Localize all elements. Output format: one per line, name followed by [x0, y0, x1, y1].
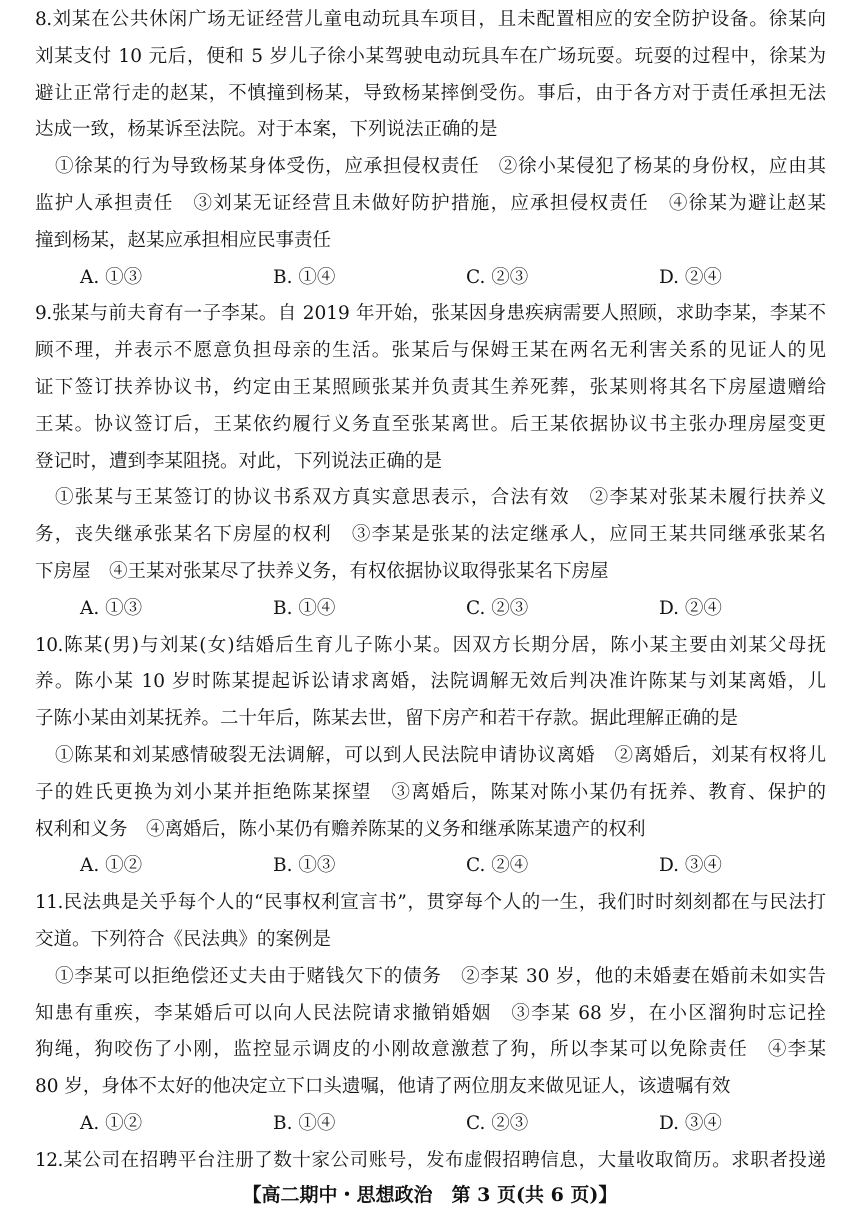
question-10: [35, 628, 826, 886]
statement-line: 监护人承担责任 ③刘某无证经营且未做好防护措施，应承担侵权责任 ④徐某为避让赵某: [35, 192, 826, 214]
question-stem-line: 刘某支付 10 元后，便和 5 岁儿子徐小某驾驶电动玩具车在广场玩耍。玩耍的过程中，徐某为: [35, 45, 826, 67]
question-stem-line: 王某。协议签订后，王某依约履行义务直至张某离世。后王某依据协议书主张办理房屋变更: [35, 413, 826, 435]
statement-line: 权利和义务 ④离婚后，陈小某仍有赡养陈某的义务和继承陈某遗产的权利: [35, 818, 646, 840]
question-stem-line: 登记时，遭到李某阻挠。对此，下列说法正确的是: [35, 450, 443, 472]
question-number: 11.: [35, 892, 63, 914]
question-stem-line: 子陈小某由刘某抚养。二十年后，陈某去世，留下房产和若干存款。据此理解正确的是: [35, 708, 739, 730]
stem-text: 张某与前夫育有一子李某。自 2019 年开始，张某因身患疾病需要人照顾，求助李某，李某不: [51, 303, 826, 325]
question-stem-line: 交道。下列符合《民法典》的案例是: [35, 928, 332, 950]
question-stem-line: [35, 628, 826, 665]
question-8: [35, 2, 826, 296]
stem-text: 刘某在公共休闲广场无证经营儿童电动玩具车项目，且未配置相应的安全防护设备。徐某向: [51, 9, 826, 30]
question-stem-line: 达成一致，杨某诉至法院。对于本案，下列说法正确的是: [35, 119, 498, 141]
answer-options: [35, 260, 826, 297]
question-11: [35, 885, 826, 1143]
question-stem-line: 养。陈小某 10 岁时陈某提起诉讼请求离婚，法院调解无效后判决准许陈某与刘某离婚，儿: [35, 671, 826, 693]
question-stem-line: 证下签订扶养协议书，约定由王某照顾张某并负责其生养死葬，张某则将其名下房屋遗赠给: [35, 376, 826, 398]
statement-line: ①李某可以拒绝偿还丈夫由于赌钱欠下的债务 ②李某 30 岁，他的未婚妻在婚前未如实告: [55, 965, 826, 987]
option-c: C. ②③: [466, 266, 529, 288]
option-a: A. ①③: [80, 266, 143, 288]
statement-line: ①陈某和刘某感情破裂无法调解，可以到人民法院申请协议离婚 ②离婚后，刘某有权将儿: [55, 744, 826, 766]
question-stem-line: [35, 2, 826, 39]
answer-options: [35, 1106, 826, 1143]
stem-text: 陈某(男)与刘某(女)结婚后生育儿子陈小某。因双方长期分居，陈小某主要由刘某父母抚: [62, 634, 826, 656]
statement-line: ①张某与王某签订的协议书系双方真实意思表示，合法有效 ②李某对张某未履行扶养义: [55, 487, 826, 509]
option-a: A. ①③: [80, 597, 143, 619]
question-12: [35, 1143, 826, 1180]
question-number: 10.: [35, 634, 63, 656]
option-a: A. ①②: [80, 1112, 143, 1134]
option-b: B. ①④: [273, 1112, 336, 1134]
option-b: B. ①④: [273, 266, 336, 288]
answer-options: [35, 848, 826, 885]
option-d: D. ②④: [659, 266, 722, 288]
statement-line: ①徐某的行为导致杨某身体受伤，应承担侵权责任 ②徐小某侵犯了杨某的身份权，应由其: [55, 156, 826, 178]
option-d: D. ②④: [659, 597, 722, 619]
question-stem-line: 顾不理，并表示不愿意负担母亲的生活。张某后与保姆王某在两名无利害关系的见证人的见: [35, 340, 826, 362]
question-stem-line: 避让正常行走的赵某，不慎撞到杨某，导致杨某摔倒受伤。事后，由于各方对于责任承担无法: [35, 82, 826, 104]
question-number: 12.: [35, 1149, 63, 1171]
page-footer: 【高二期中・思想政治 第 3 页(共 6 页)】: [242, 1184, 618, 1206]
option-d: D. ③④: [659, 1112, 722, 1134]
question-stem-line: [35, 885, 826, 922]
statement-line: 撞到杨某，赵某应承担相应民事责任: [35, 229, 332, 251]
question-number: 8.: [35, 9, 52, 30]
stem-text: 某公司在招聘平台注册了数十家公司账号，发布虚假招聘信息，大量收取简历。求职者投递: [62, 1149, 826, 1171]
question-stem-line: [35, 296, 826, 333]
option-d: D. ③④: [659, 855, 722, 877]
statement-line: 狗绳，狗咬伤了小刚，监控显示调皮的小刚故意激惹了狗，所以李某可以免除责任 ④李某: [35, 1039, 826, 1061]
stem-text: 民法典是关乎每个人的“民事权利宣言书”，贯穿每个人的一生，我们时时刻刻都在与民法打: [62, 892, 826, 914]
exam-page-body: [35, 2, 826, 1180]
option-c: C. ②④: [466, 855, 529, 877]
option-b: B. ①④: [273, 597, 336, 619]
option-b: B. ①③: [273, 855, 336, 877]
question-number: 9.: [35, 303, 52, 325]
statement-line: 知患有重疾，李某婚后可以向人民法院请求撤销婚姻 ③李某 68 岁，在小区溜狗时忘记拴: [35, 1002, 826, 1024]
question-9: [35, 296, 826, 627]
statement-line: 务，丧失继承张某名下房屋的权利 ③李某是张某的法定继承人，应同王某共同继承张某名: [35, 524, 826, 546]
option-a: A. ①②: [80, 855, 143, 877]
statement-line: 子的姓氏更换为刘小某并拒绝陈某探望 ③离婚后，陈某对陈小某仍有抚养、教育、保护的: [35, 781, 826, 803]
statement-line: 下房屋 ④王某对张某尽了扶养义务，有权依据协议取得张某名下房屋: [35, 560, 609, 582]
option-c: C. ②③: [466, 597, 529, 619]
statement-line: 80 岁，身体不太好的他决定立下口头遗嘱，他请了两位朋友来做见证人，该遗嘱有效: [35, 1076, 731, 1098]
question-stem-line: [35, 1143, 826, 1180]
option-c: C. ②③: [466, 1112, 529, 1134]
answer-options: [35, 591, 826, 628]
